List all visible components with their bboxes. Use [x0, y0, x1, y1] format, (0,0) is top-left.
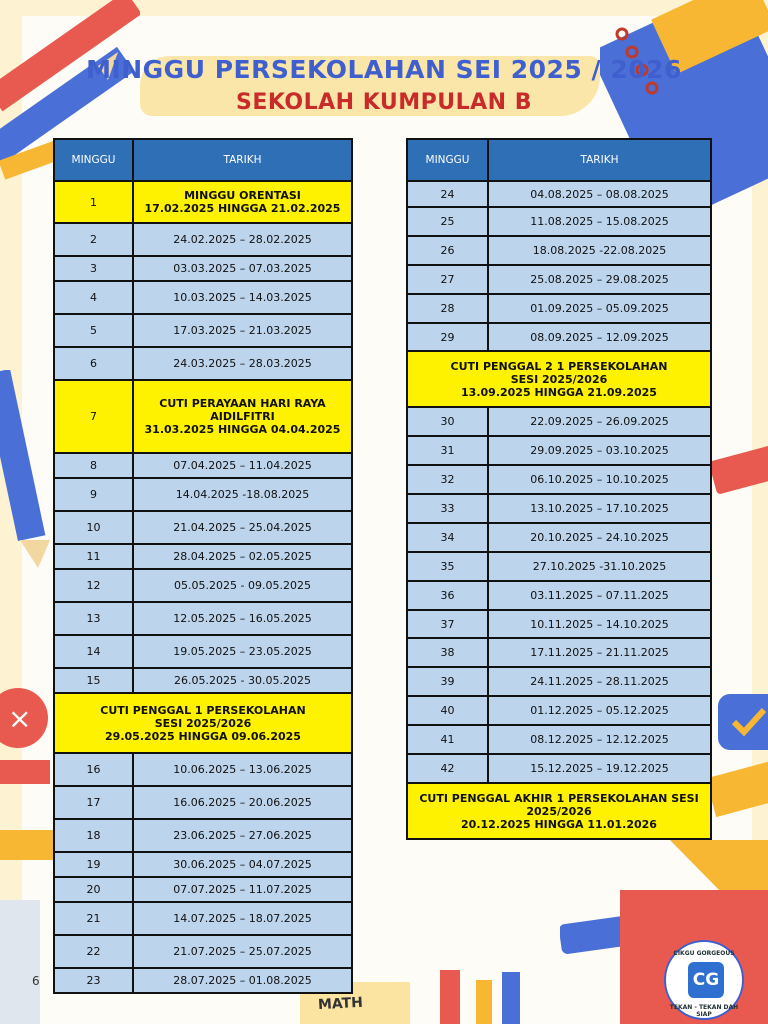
week-number-cell: 10	[54, 511, 133, 544]
week-number-cell: 4	[54, 281, 133, 314]
holiday-row	[407, 351, 711, 407]
date-range-cell	[488, 581, 711, 610]
week-number-cell: 23	[54, 968, 133, 993]
week-number-cell: 21	[54, 902, 133, 935]
date-line: 01.09.2025 – 05.09.2025	[530, 302, 669, 315]
holiday-cell	[407, 783, 711, 839]
week-number-cell: 9	[54, 478, 133, 511]
date-line: 14.04.2025 -18.08.2025	[175, 488, 310, 501]
logo-text-top: CIKGU GORGEOUS	[673, 950, 735, 957]
date-range-cell	[133, 453, 352, 478]
date-line: 24.02.2025 – 28.02.2025	[173, 233, 312, 246]
week-number-cell: 30	[407, 407, 488, 436]
week-row	[54, 223, 352, 256]
week-number-cell: 7	[54, 380, 133, 453]
date-line: 05.05.2025 - 09.05.2025	[174, 579, 311, 592]
week-row	[407, 523, 711, 552]
holiday-line: CUTI PENGGAL 2 1 PERSEKOLAHAN	[450, 359, 668, 373]
date-line: 30.06.2025 – 04.07.2025	[173, 858, 312, 871]
week-row	[54, 181, 352, 223]
week-number-cell: 14	[54, 635, 133, 668]
date-range-cell	[133, 569, 352, 602]
week-number-cell: 6	[54, 347, 133, 380]
week-table-left	[53, 138, 353, 994]
date-line: 10.11.2025 – 14.10.2025	[530, 617, 669, 631]
date-range-cell	[133, 181, 352, 223]
date-line: AIDILFITRI	[210, 410, 275, 423]
date-line: 27.10.2025 -31.10.2025	[532, 560, 667, 573]
eraser-illustration-right	[708, 440, 768, 510]
date-line: 28.04.2025 – 02.05.2025	[173, 550, 312, 563]
holiday-line: 13.09.2025 HINGGA 21.09.2025	[461, 385, 657, 399]
week-number-cell: 8	[54, 453, 133, 478]
week-number-cell: 2	[54, 223, 133, 256]
date-line: 21.07.2025 – 25.07.2025	[173, 945, 312, 958]
date-line: 14.07.2025 – 18.07.2025	[173, 912, 312, 925]
holiday-cell	[54, 693, 352, 753]
date-line: 28.07.2025 – 01.08.2025	[173, 974, 312, 987]
week-row	[54, 314, 352, 347]
date-line: 03.03.2025 – 07.03.2025	[173, 262, 312, 275]
week-table-right	[406, 138, 712, 840]
week-row	[54, 256, 352, 281]
holiday-line: CUTI PENGGAL 1 PERSEKOLAHAN	[100, 703, 306, 717]
week-number-cell: 27	[407, 265, 488, 294]
week-number-cell: 39	[407, 667, 488, 696]
date-range-cell	[488, 265, 711, 294]
week-row	[54, 544, 352, 569]
pencil-illustration-left	[0, 370, 60, 570]
date-range-cell	[133, 635, 352, 668]
date-line: 31.03.2025 HINGGA 04.04.2025	[144, 423, 341, 436]
check-illustration-right	[712, 680, 768, 760]
date-line: 10.06.2025 – 13.06.2025	[173, 763, 312, 776]
week-row	[54, 852, 352, 877]
holiday-cell	[407, 351, 711, 407]
week-row	[407, 494, 711, 523]
date-line: 17.02.2025 HINGGA 21.02.2025	[144, 202, 341, 215]
week-row	[54, 347, 352, 380]
date-line: 11.08.2025 – 15.08.2025	[530, 215, 669, 228]
date-line: 03.11.2025 – 07.11.2025	[530, 589, 669, 602]
week-number-cell: 29	[407, 323, 488, 351]
logo-text-bottom: TEKAN - TEKAN DAH SIAP	[669, 1004, 739, 1018]
logo-monogram: CG	[688, 962, 724, 998]
date-range-cell	[133, 753, 352, 786]
week-number-cell: 28	[407, 294, 488, 323]
date-range-cell	[133, 786, 352, 819]
date-line: 13.10.2025 – 17.10.2025	[530, 502, 669, 515]
week-row	[407, 207, 711, 236]
week-number-cell: 37	[407, 610, 488, 638]
date-range-cell	[488, 754, 711, 783]
date-line: MINGGU ORENTASI	[184, 189, 301, 202]
week-row	[54, 786, 352, 819]
date-line: 10.03.2025 – 14.03.2025	[173, 291, 312, 304]
date-range-cell	[488, 181, 711, 207]
date-range-cell	[133, 281, 352, 314]
week-row	[54, 380, 352, 453]
date-range-cell	[133, 223, 352, 256]
week-number-cell: 32	[407, 465, 488, 494]
date-range-cell	[488, 523, 711, 552]
date-line: 21.04.2025 – 25.04.2025	[173, 521, 312, 534]
week-number-cell: 5	[54, 314, 133, 347]
week-row	[407, 294, 711, 323]
week-number-cell: 41	[407, 725, 488, 754]
date-line: 25.08.2025 – 29.08.2025	[530, 273, 669, 286]
week-row	[407, 407, 711, 436]
week-number-cell: 3	[54, 256, 133, 281]
date-range-cell	[133, 314, 352, 347]
date-range-cell	[488, 323, 711, 351]
week-number-cell: 42	[407, 754, 488, 783]
date-range-cell	[133, 852, 352, 877]
week-row	[407, 696, 711, 725]
date-range-cell	[133, 877, 352, 902]
holiday-line: CUTI PENGGAL AKHIR 1 PERSEKOLAHAN SESI	[419, 791, 699, 805]
week-row	[54, 635, 352, 668]
week-number-cell: 12	[54, 569, 133, 602]
week-number-cell: 1	[54, 181, 133, 223]
week-row	[407, 552, 711, 581]
week-number-cell: 26	[407, 236, 488, 265]
week-number-cell: 20	[54, 877, 133, 902]
date-range-cell	[133, 256, 352, 281]
week-number-cell: 19	[54, 852, 133, 877]
date-line: 01.12.2025 – 05.12.2025	[530, 704, 669, 717]
date-line: 12.05.2025 – 16.05.2025	[173, 612, 312, 625]
week-row	[54, 478, 352, 511]
date-line: 20.10.2025 – 24.10.2025	[530, 531, 669, 544]
date-line: 17.03.2025 – 21.03.2025	[173, 324, 312, 337]
week-number-cell: 36	[407, 581, 488, 610]
date-line: 26.05.2025 - 30.05.2025	[174, 674, 311, 687]
week-row	[54, 569, 352, 602]
date-line: CUTI PERAYAAN HARI RAYA	[159, 397, 326, 410]
week-row	[407, 754, 711, 783]
date-range-cell	[488, 407, 711, 436]
column-header-date: TARIKH	[133, 139, 352, 181]
holiday-line: 2025/2026	[526, 804, 592, 818]
date-range-cell	[488, 494, 711, 523]
week-number-cell: 22	[54, 935, 133, 968]
cikgu-gorgeous-logo	[664, 940, 744, 1020]
week-number-cell: 18	[54, 819, 133, 852]
date-range-cell	[133, 968, 352, 993]
week-row	[54, 602, 352, 635]
page-subtitle: SEKOLAH KUMPULAN B	[235, 90, 533, 115]
date-line: 24.11.2025 – 28.11.2025	[530, 675, 669, 688]
date-line: 07.07.2025 – 11.07.2025	[173, 883, 312, 896]
week-row	[407, 465, 711, 494]
date-line: 18.08.2025 -22.08.2025	[532, 244, 667, 257]
holiday-line: SESI 2025/2026	[510, 372, 608, 386]
date-range-cell	[488, 294, 711, 323]
date-range-cell	[133, 668, 352, 693]
week-row	[54, 819, 352, 852]
week-row	[407, 436, 711, 465]
week-number-cell: 11	[54, 544, 133, 569]
holiday-line: 20.12.2025 HINGGA 11.01.2026	[461, 817, 657, 831]
date-range-cell	[133, 478, 352, 511]
week-number-cell: 40	[407, 696, 488, 725]
circle-illustration-left	[0, 680, 50, 760]
week-row	[54, 902, 352, 935]
date-line: 15.12.2025 – 19.12.2025	[530, 762, 669, 775]
week-row	[54, 968, 352, 993]
date-line: 08.09.2025 – 12.09.2025	[530, 330, 669, 344]
week-number-cell: 17	[54, 786, 133, 819]
week-row	[407, 638, 711, 667]
week-number-cell: 38	[407, 638, 488, 667]
week-number-cell: 35	[407, 552, 488, 581]
supplies-illustration-bottom-left	[0, 760, 60, 1024]
date-range-cell	[488, 725, 711, 754]
date-line: 29.09.2025 – 03.10.2025	[530, 444, 669, 457]
column-header-week: MINGGU	[54, 139, 133, 181]
date-line: 07.04.2025 – 11.04.2025	[173, 459, 312, 472]
week-number-cell: 33	[407, 494, 488, 523]
date-line: 04.08.2025 – 08.08.2025	[530, 187, 669, 201]
date-line: 19.05.2025 – 23.05.2025	[173, 645, 312, 658]
week-row	[54, 935, 352, 968]
page-number: 6	[32, 974, 40, 988]
week-number-cell: 16	[54, 753, 133, 786]
week-number-cell: 15	[54, 668, 133, 693]
date-line: 24.03.2025 – 28.03.2025	[173, 357, 312, 370]
date-range-cell	[488, 552, 711, 581]
week-row	[407, 236, 711, 265]
date-range-cell	[488, 207, 711, 236]
date-line: 16.06.2025 – 20.06.2025	[173, 796, 312, 809]
date-range-cell	[133, 902, 352, 935]
week-number-cell: 24	[407, 181, 488, 207]
date-range-cell	[133, 602, 352, 635]
week-row	[407, 725, 711, 754]
holiday-line: SESI 2025/2026	[154, 716, 252, 730]
date-range-cell	[488, 236, 711, 265]
date-range-cell	[488, 667, 711, 696]
holiday-line: 29.05.2025 HINGGA 09.06.2025	[105, 729, 301, 743]
week-row	[54, 281, 352, 314]
week-row	[407, 265, 711, 294]
column-header-week: MINGGU	[407, 139, 488, 181]
date-range-cell	[488, 465, 711, 494]
week-row	[407, 181, 711, 207]
date-line: 22.09.2025 – 26.09.2025	[530, 415, 669, 428]
week-row	[54, 877, 352, 902]
date-range-cell	[133, 347, 352, 380]
week-number-cell: 25	[407, 207, 488, 236]
week-number-cell: 13	[54, 602, 133, 635]
date-range-cell	[133, 544, 352, 569]
week-row	[54, 753, 352, 786]
date-range-cell	[488, 610, 711, 638]
svg-text:×: ×	[8, 702, 32, 735]
week-number-cell: 31	[407, 436, 488, 465]
date-line: 06.10.2025 – 10.10.2025	[530, 473, 669, 486]
column-header-date: TARIKH	[488, 139, 711, 181]
math-book-label: MATH	[317, 994, 364, 1014]
holiday-row	[54, 693, 352, 753]
week-row	[407, 323, 711, 351]
date-range-cell	[133, 819, 352, 852]
week-row	[407, 610, 711, 638]
week-number-cell: 34	[407, 523, 488, 552]
week-row	[54, 511, 352, 544]
week-row	[407, 667, 711, 696]
week-row	[54, 453, 352, 478]
date-range-cell	[488, 638, 711, 667]
page-title: MINGGU PERSEKOLAHAN SEI 2025 / 2026	[86, 55, 682, 84]
date-range-cell	[488, 696, 711, 725]
holiday-row	[407, 783, 711, 839]
date-range-cell	[488, 436, 711, 465]
date-range-cell	[133, 380, 352, 453]
week-row	[54, 668, 352, 693]
date-line: 23.06.2025 – 27.06.2025	[173, 829, 312, 842]
date-line: 17.11.2025 – 21.11.2025	[530, 646, 669, 659]
date-range-cell	[133, 511, 352, 544]
date-range-cell	[133, 935, 352, 968]
date-line: 08.12.2025 – 12.12.2025	[530, 733, 669, 746]
week-row	[407, 581, 711, 610]
